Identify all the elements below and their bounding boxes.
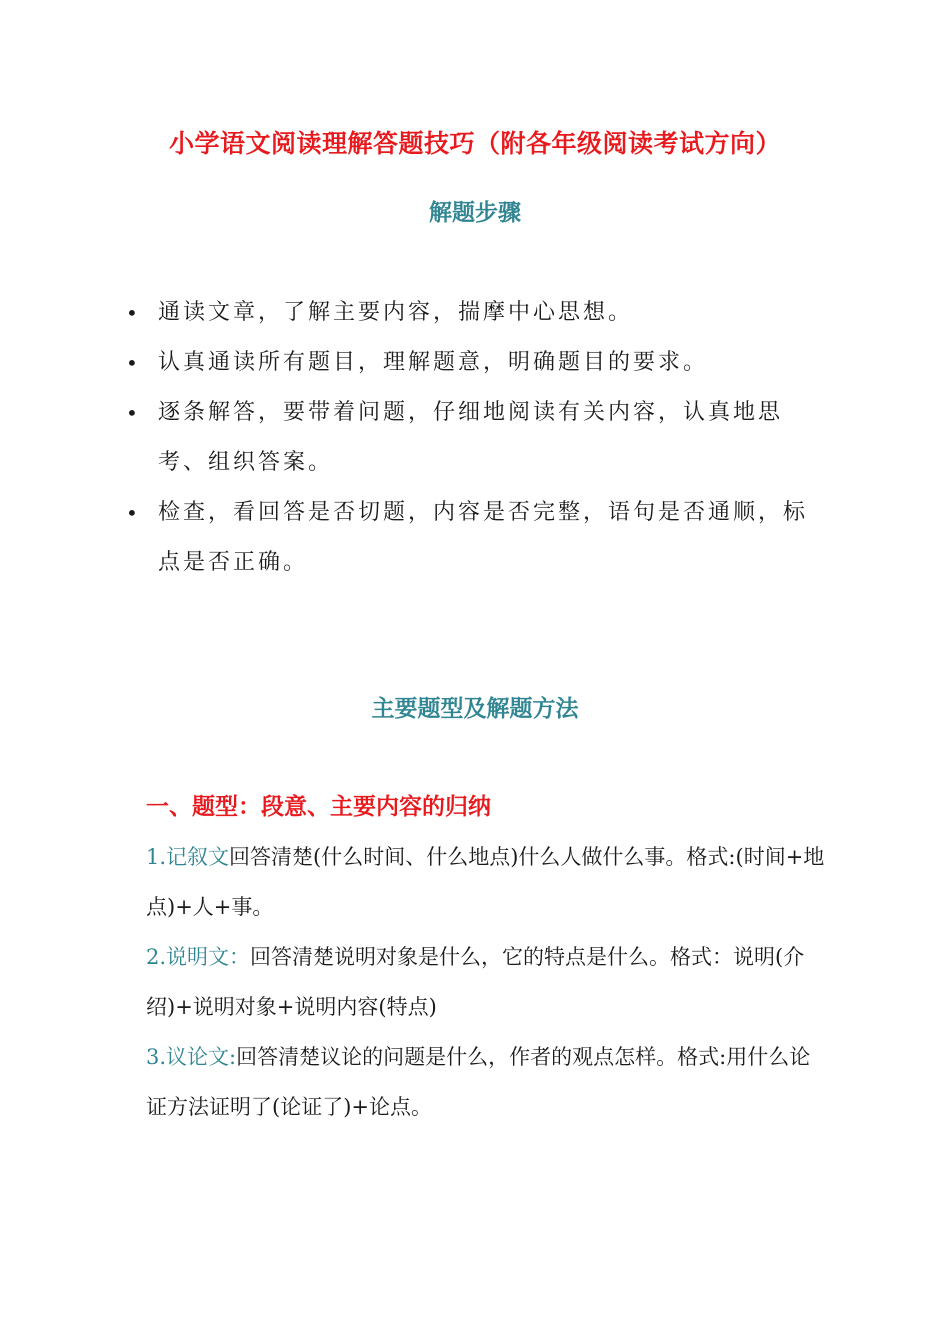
answer-text: 回答清楚说明对象是什么，它的特点是什么。格式：说明(介绍)+说明对象+说明内容(特点) bbox=[146, 945, 805, 1019]
bullet-icon: • bbox=[126, 301, 141, 325]
document-title: 小学语文阅读理解答题技巧（附各年级阅读考试方向） bbox=[168, 129, 781, 158]
answer-label: 3.议论文: bbox=[146, 1045, 237, 1069]
answer-methods bbox=[146, 832, 826, 1132]
list-item bbox=[126, 488, 826, 588]
step-text: 通读文章，了解主要内容，揣摩中心思想。 bbox=[158, 300, 634, 325]
answer-item-narrative bbox=[146, 832, 826, 932]
steps-list bbox=[126, 288, 826, 588]
step-text: 认真通读所有题目，理解题意，明确题目的要求。 bbox=[158, 350, 709, 375]
list-item bbox=[126, 288, 826, 338]
answer-text: 回答清楚(什么时间、什么地点)什么人做什么事。格式:(时间+地点)+人+事。 bbox=[146, 845, 825, 919]
answer-label: 1.记叙文 bbox=[146, 845, 230, 869]
bullet-icon: • bbox=[126, 501, 141, 525]
types-heading: 主要题型及解题方法 bbox=[371, 696, 579, 722]
step-text: 逐条解答，要带着问题，仔细地阅读有关内容，认真地思考、组织答案。 bbox=[158, 400, 784, 475]
type-1-title: 一、题型：段意、主要内容的归纳 bbox=[146, 794, 491, 820]
step-text: 检查，看回答是否切题，内容是否完整，语句是否通顺，标点是否正确。 bbox=[158, 500, 809, 575]
answer-text: 回答清楚议论的问题是什么，作者的观点怎样。格式:用什么论证方法证明了(论证了)+论点。 bbox=[146, 1045, 811, 1119]
bullet-icon: • bbox=[126, 401, 141, 425]
answer-label: 2.说明文： bbox=[146, 945, 251, 969]
bullet-icon: • bbox=[126, 351, 141, 375]
list-item bbox=[126, 338, 826, 388]
answer-item-argumentative bbox=[146, 1032, 826, 1132]
list-item bbox=[126, 388, 826, 488]
answer-item-expository bbox=[146, 932, 826, 1032]
steps-heading: 解题步骤 bbox=[429, 200, 521, 226]
